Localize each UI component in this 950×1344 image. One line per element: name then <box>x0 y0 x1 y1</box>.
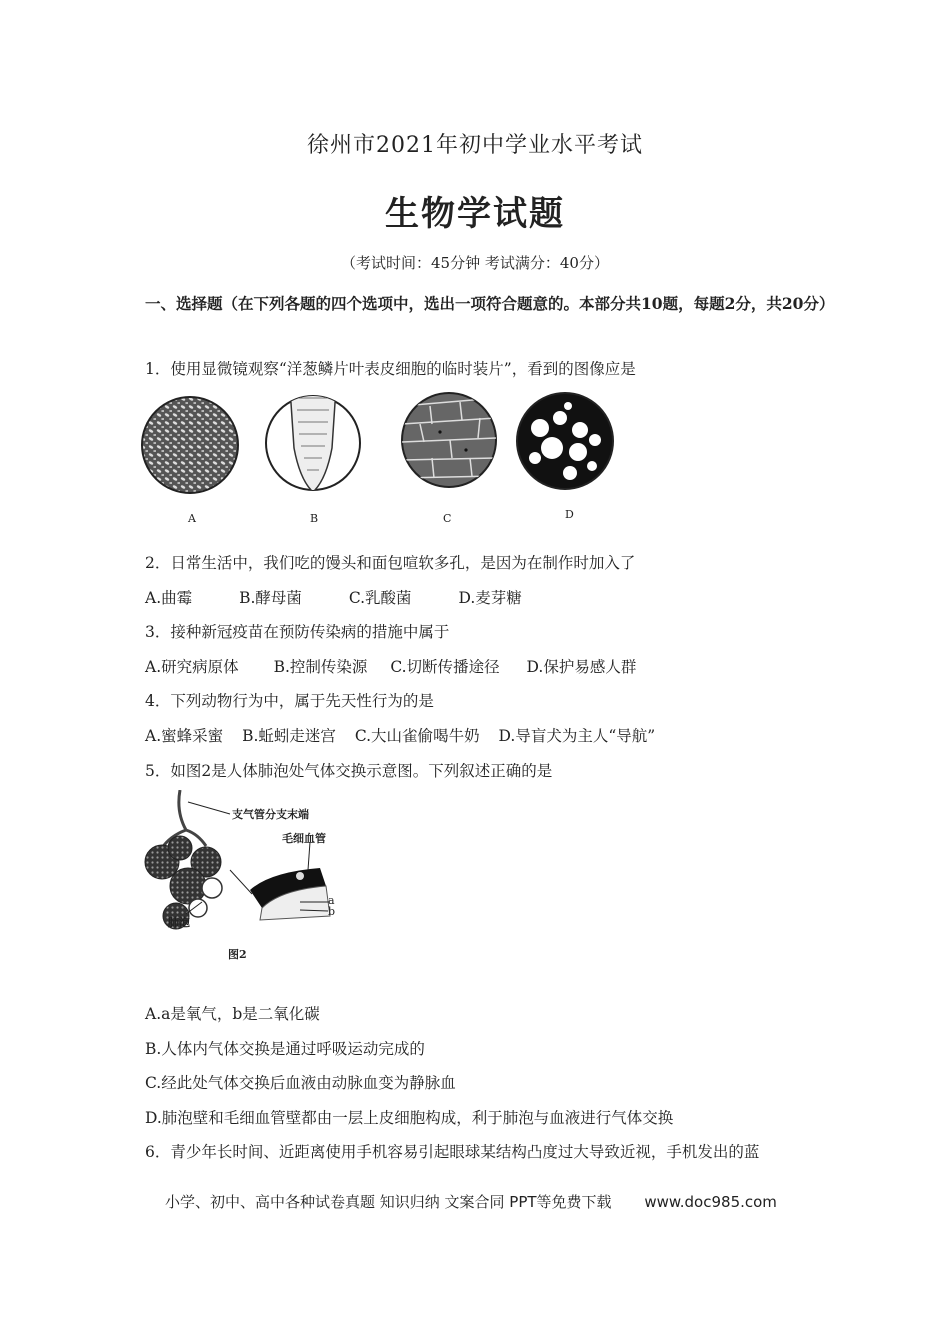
footer-site-link[interactable]: www.doc985.com <box>644 1193 777 1211</box>
question-2-options <box>145 586 564 608</box>
question-2-stem: 2．日常生活中，我们吃的馒头和面包喧软多孔，是因为在制作时加入了 <box>145 554 636 572</box>
figure-2-caption: 图2 <box>228 948 247 961</box>
microscope-image-d <box>517 393 613 489</box>
figure-label-b: B <box>310 512 319 525</box>
question-4-stem: 4．下列动物行为中，属于先天性行为的是 <box>145 692 434 710</box>
q5-option-c: C.经此处气体交换后血液由动脉血变为静脉血 <box>145 1074 456 1092</box>
q5-option-a: A.a是氧气，b是二氧化碳 <box>145 1005 320 1023</box>
q2-option-d: D.麦芽糖 <box>458 589 522 607</box>
microscope-image-b <box>266 388 360 492</box>
question-1-figure <box>140 388 640 533</box>
question-3-options <box>145 655 678 677</box>
question-5-stem: 5．如图2是人体肺泡处气体交换示意图。下列叙述正确的是 <box>145 762 553 780</box>
page-footer <box>165 1191 777 1212</box>
question-4-options <box>145 724 669 746</box>
label-b: b <box>328 905 336 918</box>
figure-label-a: A <box>188 512 196 525</box>
q5-option-d: D.肺泡壁和毛细血管壁都由一层上皮细胞构成，利于肺泡与血液进行气体交换 <box>145 1109 674 1127</box>
microscope-image-c <box>402 393 496 487</box>
label-bronchus: 支气管分支末端 <box>232 808 309 821</box>
microscope-image-a <box>142 397 238 493</box>
exam-info: （考试时间：45分钟 考试满分：40分） <box>341 254 609 272</box>
q5-option-b: B.人体内气体交换是通过呼吸运动完成的 <box>145 1040 425 1058</box>
exam-subtitle: 徐州市2021年初中学业水平考试 <box>307 133 643 158</box>
question-6-stem: 6．青少年长时间、近距离使用手机容易引起眼球某结构凸度过大导致近视，手机发出的蓝 <box>145 1143 760 1161</box>
q3-option-d: D.保护易感人群 <box>526 658 637 676</box>
label-a: a <box>328 894 335 907</box>
section-heading: 一、选择题（在下列各题的四个选项中，选出一项符合题意的。本部分共10题，每题2分，共20分） <box>145 294 835 313</box>
figure-2-alveolus <box>140 790 350 970</box>
q4-option-b: B.蚯蚓走迷宫 <box>242 727 336 745</box>
figure-label-d: D <box>565 508 574 521</box>
q3-option-a: A.研究病原体 <box>145 658 239 676</box>
q4-option-c: C.大山雀偷喝牛奶 <box>354 727 480 745</box>
q3-option-c: C.切断传播途径 <box>390 658 500 676</box>
q2-option-a: A.曲霉 <box>145 589 193 607</box>
question-1-stem: 1．使用显微镜观察“洋葱鳞片叶表皮细胞的临时装片”，看到的图像应是 <box>145 360 636 378</box>
figure-label-c: C <box>443 512 452 525</box>
q2-option-c: C.乳酸菌 <box>348 589 412 607</box>
q4-option-d: D.导盲犬为主人“导航” <box>498 727 656 745</box>
footer-text: 小学、初中、高中各种试卷真题 知识归纳 文案合同 PPT等免费下载 <box>165 1193 612 1211</box>
label-alveolus: 肺泡 <box>168 916 190 929</box>
q3-option-b: B.控制传染源 <box>273 658 368 676</box>
exam-title: 生物学试题 <box>385 194 565 234</box>
label-capillary: 毛细血管 <box>282 832 326 845</box>
q4-option-a: A.蜜蜂采蜜 <box>145 727 224 745</box>
q2-option-b: B.酵母菌 <box>239 589 302 607</box>
question-3-stem: 3．接种新冠疫苗在预防传染病的措施中属于 <box>145 623 450 641</box>
